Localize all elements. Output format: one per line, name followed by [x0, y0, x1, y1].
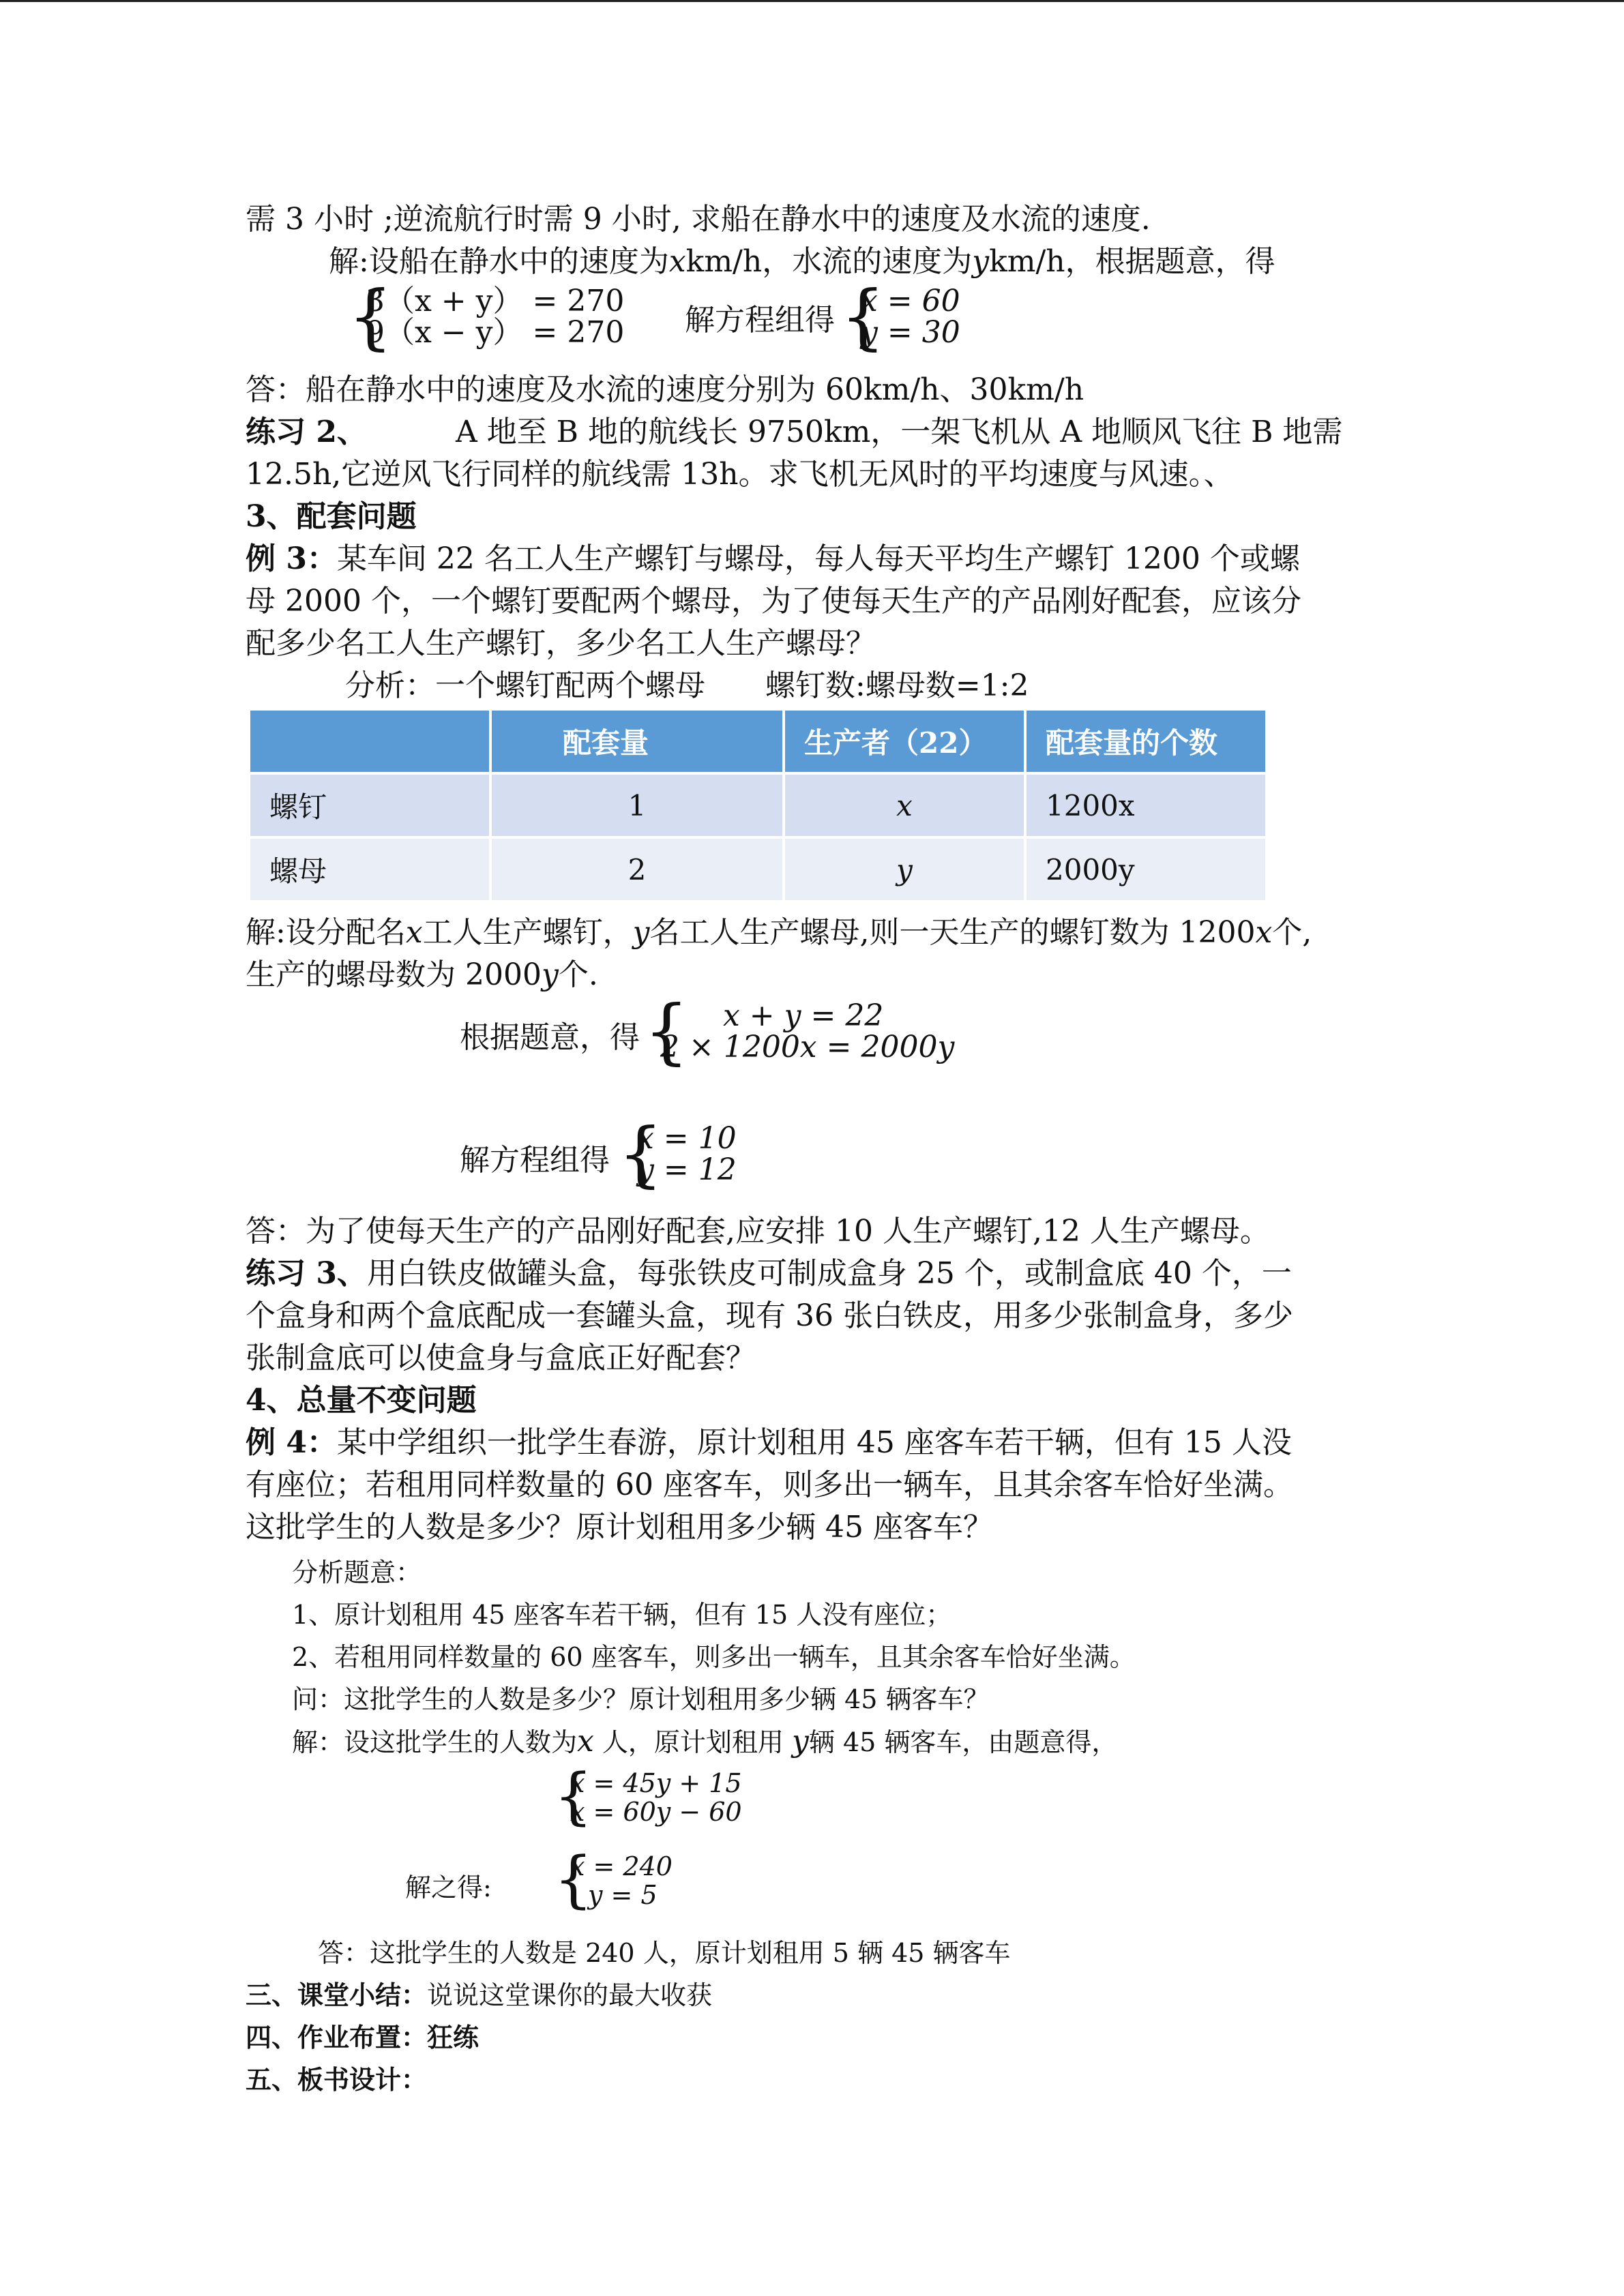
table-header-cell: 生产者（22） — [785, 711, 1024, 772]
brace-icon: { — [348, 275, 394, 358]
table-cell: 2 — [492, 839, 782, 900]
equation-row: x = 60 — [861, 284, 960, 318]
exercise-label: 练习 3、 — [246, 1256, 367, 1291]
brace-icon: { — [618, 1112, 664, 1195]
top-border — [0, 0, 1624, 2]
section-heading — [246, 1976, 712, 2014]
text-line: 这批学生的人数是多少？原计划租用多少辆 45 座客车？ — [246, 1510, 993, 1545]
equation-row: y = 5 — [588, 1880, 658, 1910]
text-span: 工人生产螺钉， — [422, 915, 633, 950]
text-line: 有座位；若租用同样数量的 60 座客车，则多出一辆车，且其余客车恰好坐满。 — [246, 1467, 1293, 1502]
text-span: km/h，根据题意，得 — [989, 244, 1275, 279]
example-label: 例 4： — [246, 1425, 337, 1460]
text-span: 说说这堂课你的最大收获 — [427, 1980, 713, 2010]
text-span: 解:设船在静水中的速度为 — [329, 244, 669, 279]
exercise-line — [246, 1252, 1292, 1296]
table-header-cell: 配套量的个数 — [1027, 711, 1265, 772]
table-row — [250, 839, 1265, 900]
brace-icon: { — [840, 275, 886, 358]
analysis-line: 问：这批学生的人数是多少？原计划租用多少辆 45 辆客车？ — [292, 1684, 990, 1714]
text-span: 解：设这批学生的人数为 — [292, 1727, 578, 1757]
section-label: 三、课堂小结： — [246, 1980, 428, 2010]
equation-row: x = 45y + 15 — [570, 1768, 742, 1798]
exercise-label: 练习 2、 — [246, 415, 367, 449]
math-var: y — [541, 957, 559, 992]
analysis-line: 1、原计划租用 45 座客车若干辆，但有 15 人没有座位； — [292, 1600, 952, 1630]
equation-row: y = 12 — [637, 1152, 737, 1187]
math-var: y — [972, 244, 990, 279]
text-span: 某中学组织一批学生春游，原计划租用 45 座客车若干辆，但有 15 人没 — [336, 1425, 1292, 1460]
equation-row: x = 240 — [570, 1851, 673, 1881]
brace-icon: { — [554, 1761, 593, 1832]
text-line: 12.5h,它逆风飞行同样的航线需 13h。求飞机无风时的平均速度与风速。、 — [246, 457, 1234, 492]
answer-line: 答：这批学生的人数是 240 人，原计划租用 5 辆 45 辆客车 — [318, 1938, 1011, 1968]
section-heading: 四、作业布置：狂练 — [246, 2022, 479, 2053]
table-row — [250, 775, 1265, 836]
text-line: 个盒身和两个盒底配成一套罐头盒，现有 36 张白铁皮，用多少张制盒身，多少 — [246, 1298, 1293, 1333]
table-cell: x — [785, 775, 1024, 836]
text-span: 解:设分配名 — [246, 915, 406, 950]
table-cell: 螺母 — [250, 839, 489, 900]
section-heading: 五、板书设计： — [246, 2064, 428, 2095]
equation-label: 根据题意，得 — [460, 1020, 640, 1055]
equation-label: 解之得: — [405, 1873, 492, 1903]
math-var: y — [632, 915, 650, 950]
equation-row: x = 60y − 60 — [570, 1797, 742, 1827]
text-span: 用白铁皮做罐头盒，每张铁皮可制成盒身 25 个，或制盒底 40 个，一 — [366, 1256, 1292, 1291]
table-cell: 1200x — [1027, 775, 1265, 836]
section-heading: 3、配套问题 — [246, 499, 417, 534]
exercise-line — [246, 411, 1342, 454]
equation-row: 9（x − y） = 270 — [366, 315, 625, 350]
solution-line — [246, 953, 598, 997]
text-line: 张制盒底可以使盒身与盒底正好配套？ — [246, 1341, 756, 1375]
answer-line: 答：船在静水中的速度及水流的速度分别为 60km/h、30km/h — [246, 372, 1084, 407]
math-var: x — [1255, 915, 1273, 950]
table-cell: 2000y — [1027, 839, 1265, 900]
equation-label: 解方程组得 — [685, 303, 835, 338]
table-cell: 螺钉 — [250, 775, 489, 836]
text-span: 名工人生产螺母,则一天生产的螺钉数为 1200 — [649, 915, 1256, 950]
text-span: 生产的螺母数为 2000 — [246, 957, 542, 992]
example-line — [246, 537, 1300, 581]
analysis-line: 分析：一个螺钉配两个螺母 螺钉数:螺母数=1:2 — [345, 668, 1029, 703]
answer-line: 答：为了使每天生产的产品刚好配套,应安排 10 人生产螺钉,12 人生产螺母。 — [246, 1214, 1270, 1249]
table-cell: y — [785, 839, 1024, 900]
table-header-cell — [250, 711, 489, 772]
equation-row: x + y = 22 — [723, 998, 884, 1033]
analysis-line: 分析题意： — [292, 1557, 422, 1587]
math-var: x — [405, 915, 423, 950]
table-cell: 1 — [492, 775, 782, 836]
section-heading: 4、总量不变问题 — [246, 1383, 477, 1418]
table-header-row — [250, 711, 1265, 772]
math-var: x — [577, 1724, 594, 1759]
example-label: 例 3： — [246, 541, 337, 576]
math-var: x — [668, 244, 686, 279]
solution-line — [246, 911, 1312, 955]
equation-row: x = 10 — [637, 1121, 737, 1156]
text-span: A 地至 B 地的航线长 9750km，一架飞机从 A 地顺风飞往 B 地需 — [455, 415, 1343, 449]
text-line: 母 2000 个，一个螺钉要配两个螺母，为了使每天生产的产品刚好配套，应该分 — [246, 584, 1301, 618]
equation-label: 解方程组得 — [460, 1143, 610, 1178]
text-line: 需 3 小时 ;逆流航行时需 9 小时, 求船在静水中的速度及水流的速度. — [246, 202, 1151, 237]
equation-row: 2 × 1200x = 2000y — [660, 1030, 955, 1064]
solution-line — [292, 1723, 1117, 1761]
example-line — [246, 1421, 1292, 1465]
analysis-line: 2、若租用同样数量的 60 座客车，则多出一辆车，且其余客车恰好坐满。 — [292, 1642, 1136, 1672]
text-span: 某车间 22 名工人生产螺钉与螺母，每人每天平均生产螺钉 1200 个或螺 — [336, 541, 1300, 576]
text-span: 辆 45 辆客车，由题意得， — [808, 1727, 1118, 1757]
brace-icon: { — [644, 989, 690, 1073]
equation-row: y = 30 — [861, 315, 960, 350]
solution-line — [329, 240, 1275, 284]
math-var: y — [792, 1724, 809, 1759]
text-span: km/h，水流的速度为 — [685, 244, 973, 279]
text-span: 个, — [1272, 915, 1312, 950]
data-table — [248, 708, 1268, 903]
text-span: 个. — [558, 957, 598, 992]
table-header-cell: 配套量 — [492, 711, 782, 772]
brace-icon: { — [554, 1844, 593, 1915]
equation-row: 3（x + y） = 270 — [366, 284, 625, 318]
text-span: 人，原计划租用 — [593, 1727, 793, 1757]
text-line: 配多少名工人生产螺钉，多少名工人生产螺母？ — [246, 626, 876, 661]
